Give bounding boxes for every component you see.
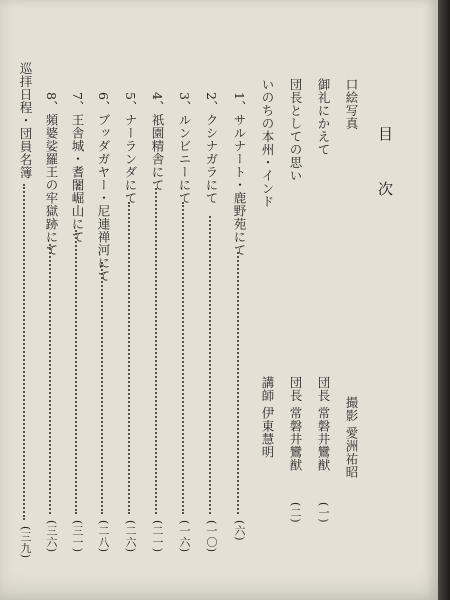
leader-dots [155,188,159,514]
toc-entry-8: 8、頻婆娑羅王の牢獄跡にて [44,92,59,257]
toc-entry-section-india: いのちの本州・インド [260,78,275,208]
toc-entry-frontispiece: 口絵写真 [344,78,359,130]
page-number-1: (六) [233,520,246,542]
leader-dots [128,202,132,514]
credit-leader-thoughts: 団長 常磐井鸞猷 [288,376,303,472]
toc-entry-4: 4、祇園精舎にて [150,92,165,192]
page-number-7: (三一) [71,520,84,553]
leader-dots [182,202,186,514]
toc-entry-7: 7、王舎城・耆闍崛山にて [70,92,85,244]
toc-entry-6: 6、ブッダガヤー・尼連禅河にて [96,92,111,283]
page-number-5: (二六) [124,520,137,553]
leader-dots [209,216,213,514]
page-number-2: (一〇) [205,520,218,553]
page-number-leader-thoughts: (二) [289,502,302,524]
toc-entry-2: 2、クシナガラにて [204,92,219,205]
leader-dots [49,244,53,514]
credit-frontispiece: 撮影 愛洲祐昭 [344,396,359,479]
toc-entry-1: 1、サルナート・鹿野苑にて [232,92,247,257]
toc-entry-itinerary: 巡拝日程・団員名簿 [18,62,33,179]
page-number-thanks: (一) [317,502,330,524]
toc-entry-5: 5、ナーランダにて [123,92,138,205]
toc-entry-thanks: 御礼にかえて [316,78,331,156]
page-number-8: (三六) [45,520,58,553]
leader-dots [23,184,27,520]
toc-entry-leader-thoughts: 団長としての思い [288,78,303,182]
toc-entry-3: 3、ルンビニーにて [177,92,192,205]
credit-section-india: 講師 伊東慧明 [260,376,275,459]
leader-dots [237,252,241,514]
book-spine-edge [438,0,450,600]
page-title: 目次 [376,126,394,236]
page-number-3: (一六) [178,520,191,553]
leader-dots [101,262,105,514]
page-number-itinerary: (三九) [19,526,32,559]
credit-thanks: 団長 常磐井鸞猷 [316,376,331,472]
page-number-4: (二一) [151,520,164,553]
page-number-6: (二八) [97,520,110,553]
leader-dots [75,230,79,514]
